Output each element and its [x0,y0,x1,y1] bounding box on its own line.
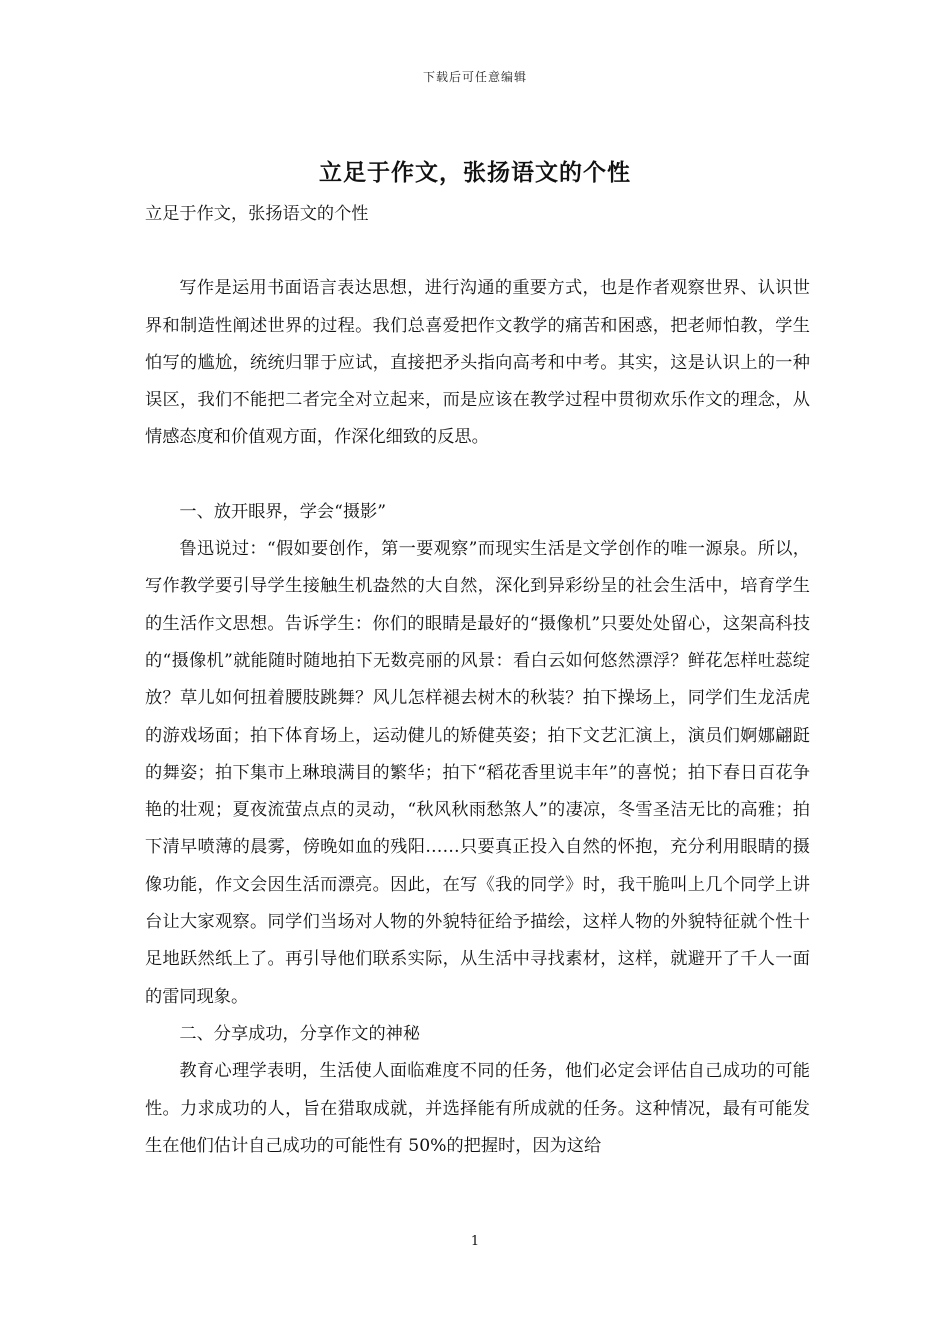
subtitle: 立足于作文，张扬语文的个性 [145,204,369,224]
section-1-heading: 一、放开眼界，学会“摄影” [179,501,387,522]
blank-line [145,457,810,494]
document-title: 立足于作文，张扬语文的个性 [319,159,631,186]
section-1-paragraph: 鲁迅说过：“假如要创作，第一要观察”而现实生活是文学创作的唯一源泉。所以，写作教学要引导学生接触生机盎然的大自然，深化到异彩纷呈的社会生活中，培育学生的生活作文思想。告诉学生：你们的眼睛是最好的“摄像机”只要处处留心，这架高科技的“摄像机”就能随时随地拍下无数亮丽的风景：看白云如何悠然漂浮？鲜花怎样吐蕊绽放？草儿如何扭着腰肢跳舞？风儿怎样褪去树木的秋装？拍下操场上，同学们生龙活虎的游戏场面；拍下体育场上，运动健儿的矫健英姿；拍下文艺汇演上，演员们婀娜翩跹的舞姿；拍下集市上琳琅满目的繁华；拍下“稻花香里说丰年”的喜悦；拍下春日百花争艳的壮观；夏夜流萤点点的灵动，“秋风秋雨愁煞人”的凄凉，冬雪圣洁无比的高雅；拍下清早喷薄的晨雾，傍晚如血的残阳……只要真正投入自然的怀抱，充分利用眼睛的摄像功能，作文会因生活而漂亮。因此，在写《我的同学》时，我干脆叫上几个同学上讲台让大家观察。同学们当场对人物的外貌特征给予描绘，这样人物的外貌特征就个性十足地跃然纸上了。再引导他们联系实际，从生活中寻找素材，这样，就避开了千人一面的雷同现象。 [145,539,810,1007]
blank-line [145,233,810,270]
page-number: 1 [470,1234,480,1249]
document-body [145,196,810,1165]
intro-paragraph: 写作是运用书面语言表达思想，进行沟通的重要方式，也是作者观察世界、认识世界和制造性阐述世界的过程。我们总喜爱把作文教学的痛苦和困惑，把老师怕教，学生怕写的尴尬，统统归罪于应试，直接把矛头指向高考和中考。其实，这是认识上的一种误区，我们不能把二者完全对立起来，而是应该在教学过程中贯彻欢乐作文的理念，从情感态度和价值观方面，作深化细致的反思。 [145,278,810,448]
section-2-paragraph: 教育心理学表明，生活使人面临难度不同的任务，他们必定会评估自己成功的可能性。力求成功的人，旨在猎取成就，并选择能有所成就的任务。这种情况，最有可能发生在他们估计自己成功的可能性有 50%的把握时，因为这给 [145,1061,810,1156]
header-note: 下载后可任意编辑 [422,70,527,84]
section-2-heading: 二、分享成功，分享作文的神秘 [179,1023,421,1044]
